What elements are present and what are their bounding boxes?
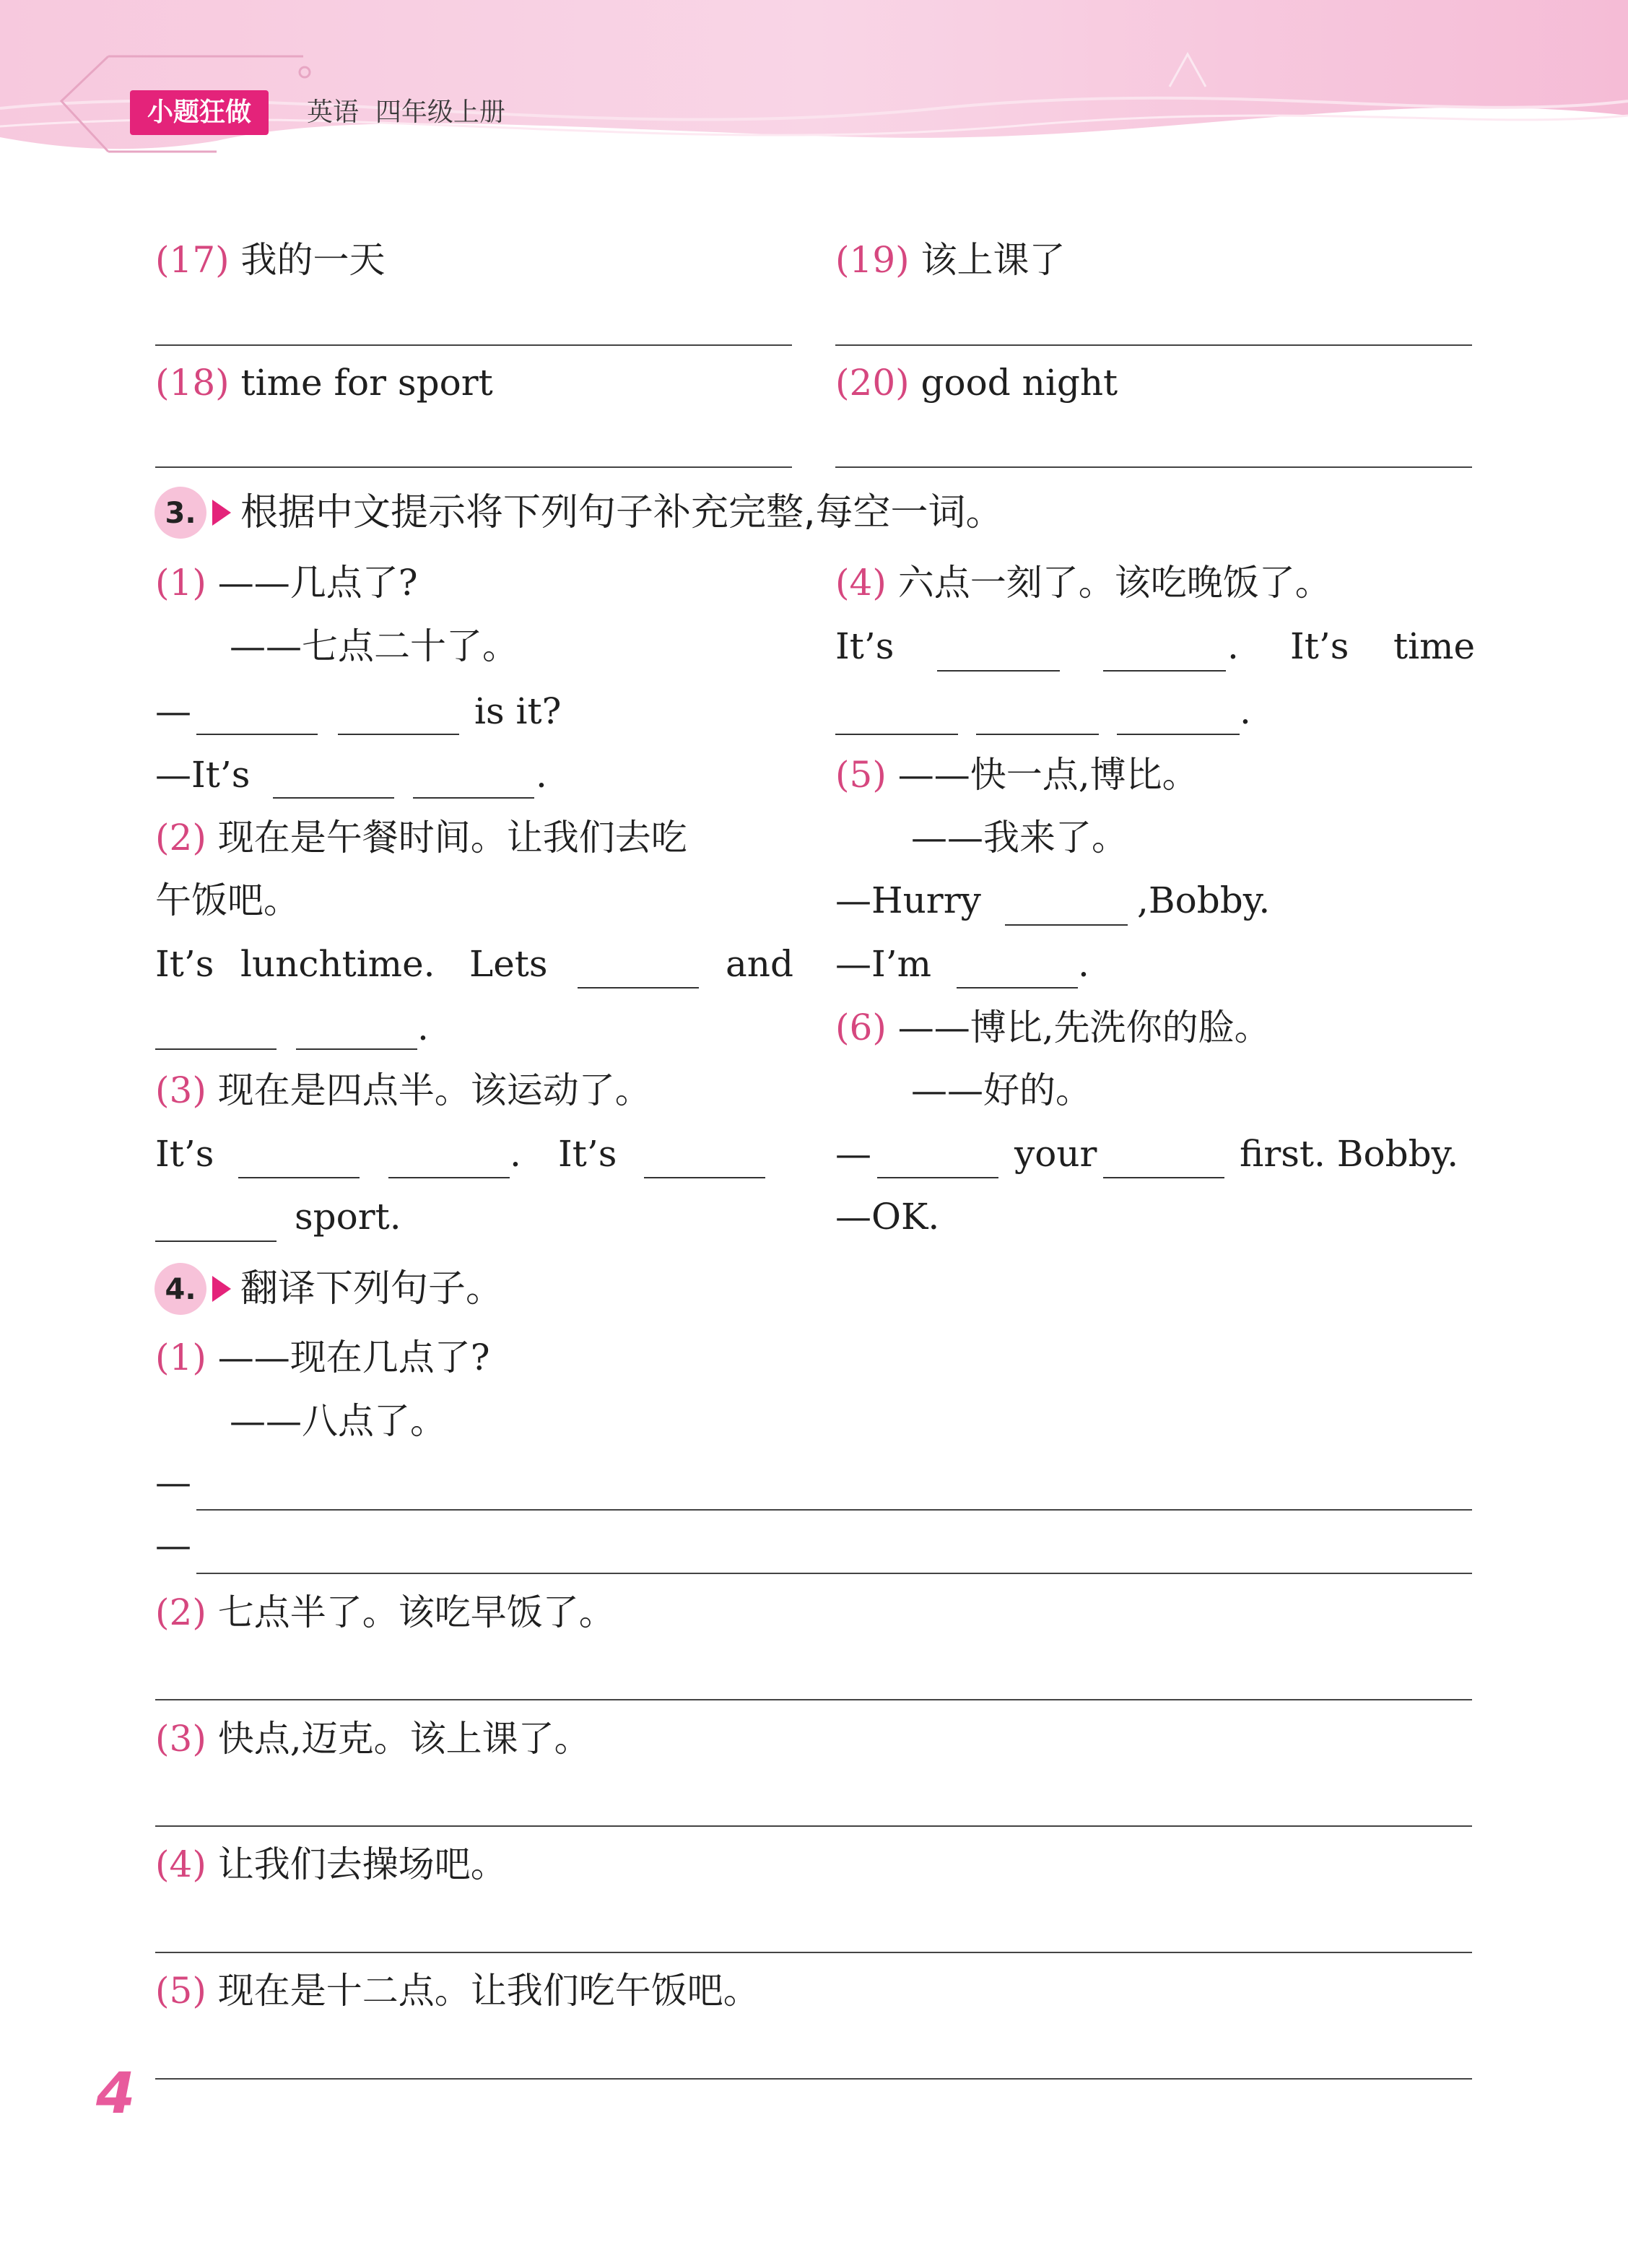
- fill-blank[interactable]: [957, 987, 1078, 989]
- vocab-text: 我的一天: [240, 239, 386, 281]
- fill-blank[interactable]: [578, 987, 699, 989]
- q3-3-prompt: [155, 1065, 651, 1116]
- vocab-text: time for sport: [240, 362, 493, 404]
- answer-line[interactable]: [835, 344, 1472, 346]
- vocab-item-18: [155, 357, 493, 408]
- fill-blank[interactable]: [296, 1048, 417, 1050]
- section-3-badge: [152, 484, 235, 542]
- zh-line: 七点半了。该吃早饭了。: [217, 1591, 615, 1633]
- q3-4-prompt: [835, 557, 1331, 608]
- dash: —: [155, 1461, 191, 1503]
- period: .: [1227, 625, 1239, 667]
- word: Lets: [469, 943, 548, 985]
- q3-5-prompt: [835, 750, 1198, 800]
- answer-line[interactable]: [155, 344, 792, 346]
- item-number: (2): [155, 1591, 206, 1633]
- word: lunchtime.: [240, 943, 435, 985]
- sentence-end: first. Bobby.: [1240, 1133, 1459, 1175]
- fill-blank[interactable]: [1005, 924, 1128, 926]
- header-wave-decoration: [0, 0, 1628, 166]
- q3-5-prompt-2: ——我来了。: [911, 817, 1128, 859]
- fill-blank[interactable]: [1117, 734, 1240, 735]
- answer-line[interactable]: [155, 1699, 1472, 1700]
- item-number: (2): [155, 817, 206, 859]
- item-number: (5): [835, 754, 887, 796]
- period: .: [536, 754, 547, 796]
- dash: —: [835, 1133, 871, 1175]
- fill-blank[interactable]: [976, 734, 1099, 735]
- zh-line: ——博比,先洗你的脸。: [897, 1007, 1271, 1048]
- item-number: (17): [155, 239, 230, 281]
- q4-3-prompt: [155, 1713, 591, 1764]
- sentence-start: —OK.: [835, 1196, 940, 1238]
- sentence-start: —It’s: [155, 754, 251, 796]
- fill-blank[interactable]: [273, 797, 394, 799]
- word: It’s: [155, 943, 214, 985]
- item-number: (3): [155, 1069, 206, 1111]
- word: It’s: [558, 1133, 617, 1175]
- q3-6-prompt-2: ——好的。: [911, 1069, 1092, 1111]
- period: .: [510, 1133, 521, 1175]
- zh-line: 快点,迈克。该上课了。: [217, 1718, 591, 1760]
- sentence-end: ,Bobby.: [1137, 879, 1271, 921]
- q3-1-prompt-2: ——七点二十了。: [230, 625, 518, 667]
- q3-6-prompt: [835, 1002, 1271, 1053]
- section-number: 3.: [165, 497, 196, 530]
- fill-blank[interactable]: [238, 1177, 360, 1178]
- q3-2-prompt-2: 午饭吧。: [155, 879, 300, 921]
- period: .: [1078, 943, 1089, 985]
- answer-line[interactable]: [155, 466, 792, 468]
- item-number: (1): [155, 1337, 206, 1378]
- sentence-end: is it?: [474, 690, 562, 732]
- vocab-item-17: [155, 235, 386, 285]
- section-4-badge: [152, 1260, 235, 1318]
- fill-blank[interactable]: [388, 1177, 510, 1178]
- item-number: (1): [155, 562, 206, 604]
- q4-2-prompt: [155, 1587, 615, 1638]
- zh-line: 现在是十二点。让我们吃午饭吧。: [217, 1970, 759, 2012]
- word: It’s: [155, 1133, 214, 1175]
- series-badge: 小题狂做: [130, 90, 269, 135]
- word: and: [726, 943, 794, 985]
- item-number: (20): [835, 362, 910, 404]
- fill-blank[interactable]: [835, 734, 958, 735]
- vocab-item-20: [835, 357, 1118, 408]
- book-title: 英语 四年级上册: [307, 97, 505, 127]
- item-number: (6): [835, 1007, 887, 1048]
- zh-line: ——现在几点了?: [217, 1337, 490, 1378]
- q3-1-prompt: [155, 557, 418, 608]
- fill-blank[interactable]: [155, 1048, 277, 1050]
- answer-line[interactable]: [155, 1825, 1472, 1827]
- item-number: (4): [835, 562, 887, 604]
- zh-line: 现在是午餐时间。让我们去吃: [217, 817, 687, 859]
- fill-blank[interactable]: [196, 734, 318, 735]
- word: It’s: [835, 625, 894, 667]
- answer-line[interactable]: [835, 466, 1472, 468]
- fill-blank[interactable]: [338, 734, 459, 735]
- fill-blank[interactable]: [413, 797, 534, 799]
- answer-line[interactable]: [196, 1509, 1472, 1511]
- vocab-text: good night: [920, 362, 1118, 404]
- period: .: [1240, 690, 1251, 732]
- answer-line[interactable]: [196, 1573, 1472, 1574]
- fill-blank[interactable]: [1103, 670, 1226, 672]
- period: .: [417, 1007, 429, 1048]
- dash: —: [155, 1524, 191, 1566]
- zh-line: 现在是四点半。该运动了。: [217, 1069, 651, 1111]
- header-banner: [0, 0, 1628, 166]
- q4-5-prompt: [155, 1965, 759, 2016]
- item-number: (4): [155, 1843, 206, 1885]
- fill-blank[interactable]: [155, 1241, 277, 1242]
- item-number: (5): [155, 1970, 206, 2012]
- fill-blank[interactable]: [1103, 1177, 1224, 1178]
- zh-line: 六点一刻了。该吃晚饭了。: [897, 562, 1331, 604]
- item-number: (18): [155, 362, 230, 404]
- q3-2-prompt: [155, 812, 687, 863]
- item-number: (3): [155, 1718, 206, 1760]
- section-3-title: 根据中文提示将下列句子补充完整,每空一词。: [240, 491, 1004, 534]
- sentence-end: sport.: [295, 1196, 401, 1238]
- q4-1-prompt-2: ——八点了。: [230, 1400, 446, 1442]
- answer-line[interactable]: [155, 1952, 1472, 1953]
- section-4-title: 翻译下列句子。: [240, 1267, 504, 1311]
- q4-4-prompt: [155, 1839, 507, 1890]
- section-number: 4.: [165, 1273, 196, 1306]
- item-number: (19): [835, 239, 910, 281]
- zh-line: 让我们去操场吧。: [217, 1843, 507, 1885]
- fill-blank[interactable]: [937, 670, 1060, 672]
- page-number: 4: [96, 2061, 136, 2126]
- dash: —: [155, 690, 191, 732]
- fill-blank[interactable]: [877, 1177, 998, 1178]
- zh-line: ——快一点,博比。: [897, 754, 1198, 796]
- sentence-start: —I’m: [835, 943, 932, 985]
- word: time: [1393, 625, 1476, 667]
- fill-blank[interactable]: [644, 1177, 765, 1178]
- word: It’s: [1290, 625, 1349, 667]
- sentence-start: —Hurry: [835, 879, 981, 921]
- answer-line[interactable]: [155, 2078, 1472, 2080]
- q4-1-prompt: [155, 1332, 490, 1383]
- zh-line: ——几点了?: [217, 562, 418, 604]
- word: your: [1014, 1133, 1097, 1175]
- vocab-text: 该上课了: [920, 239, 1066, 281]
- vocab-item-19: [835, 235, 1066, 285]
